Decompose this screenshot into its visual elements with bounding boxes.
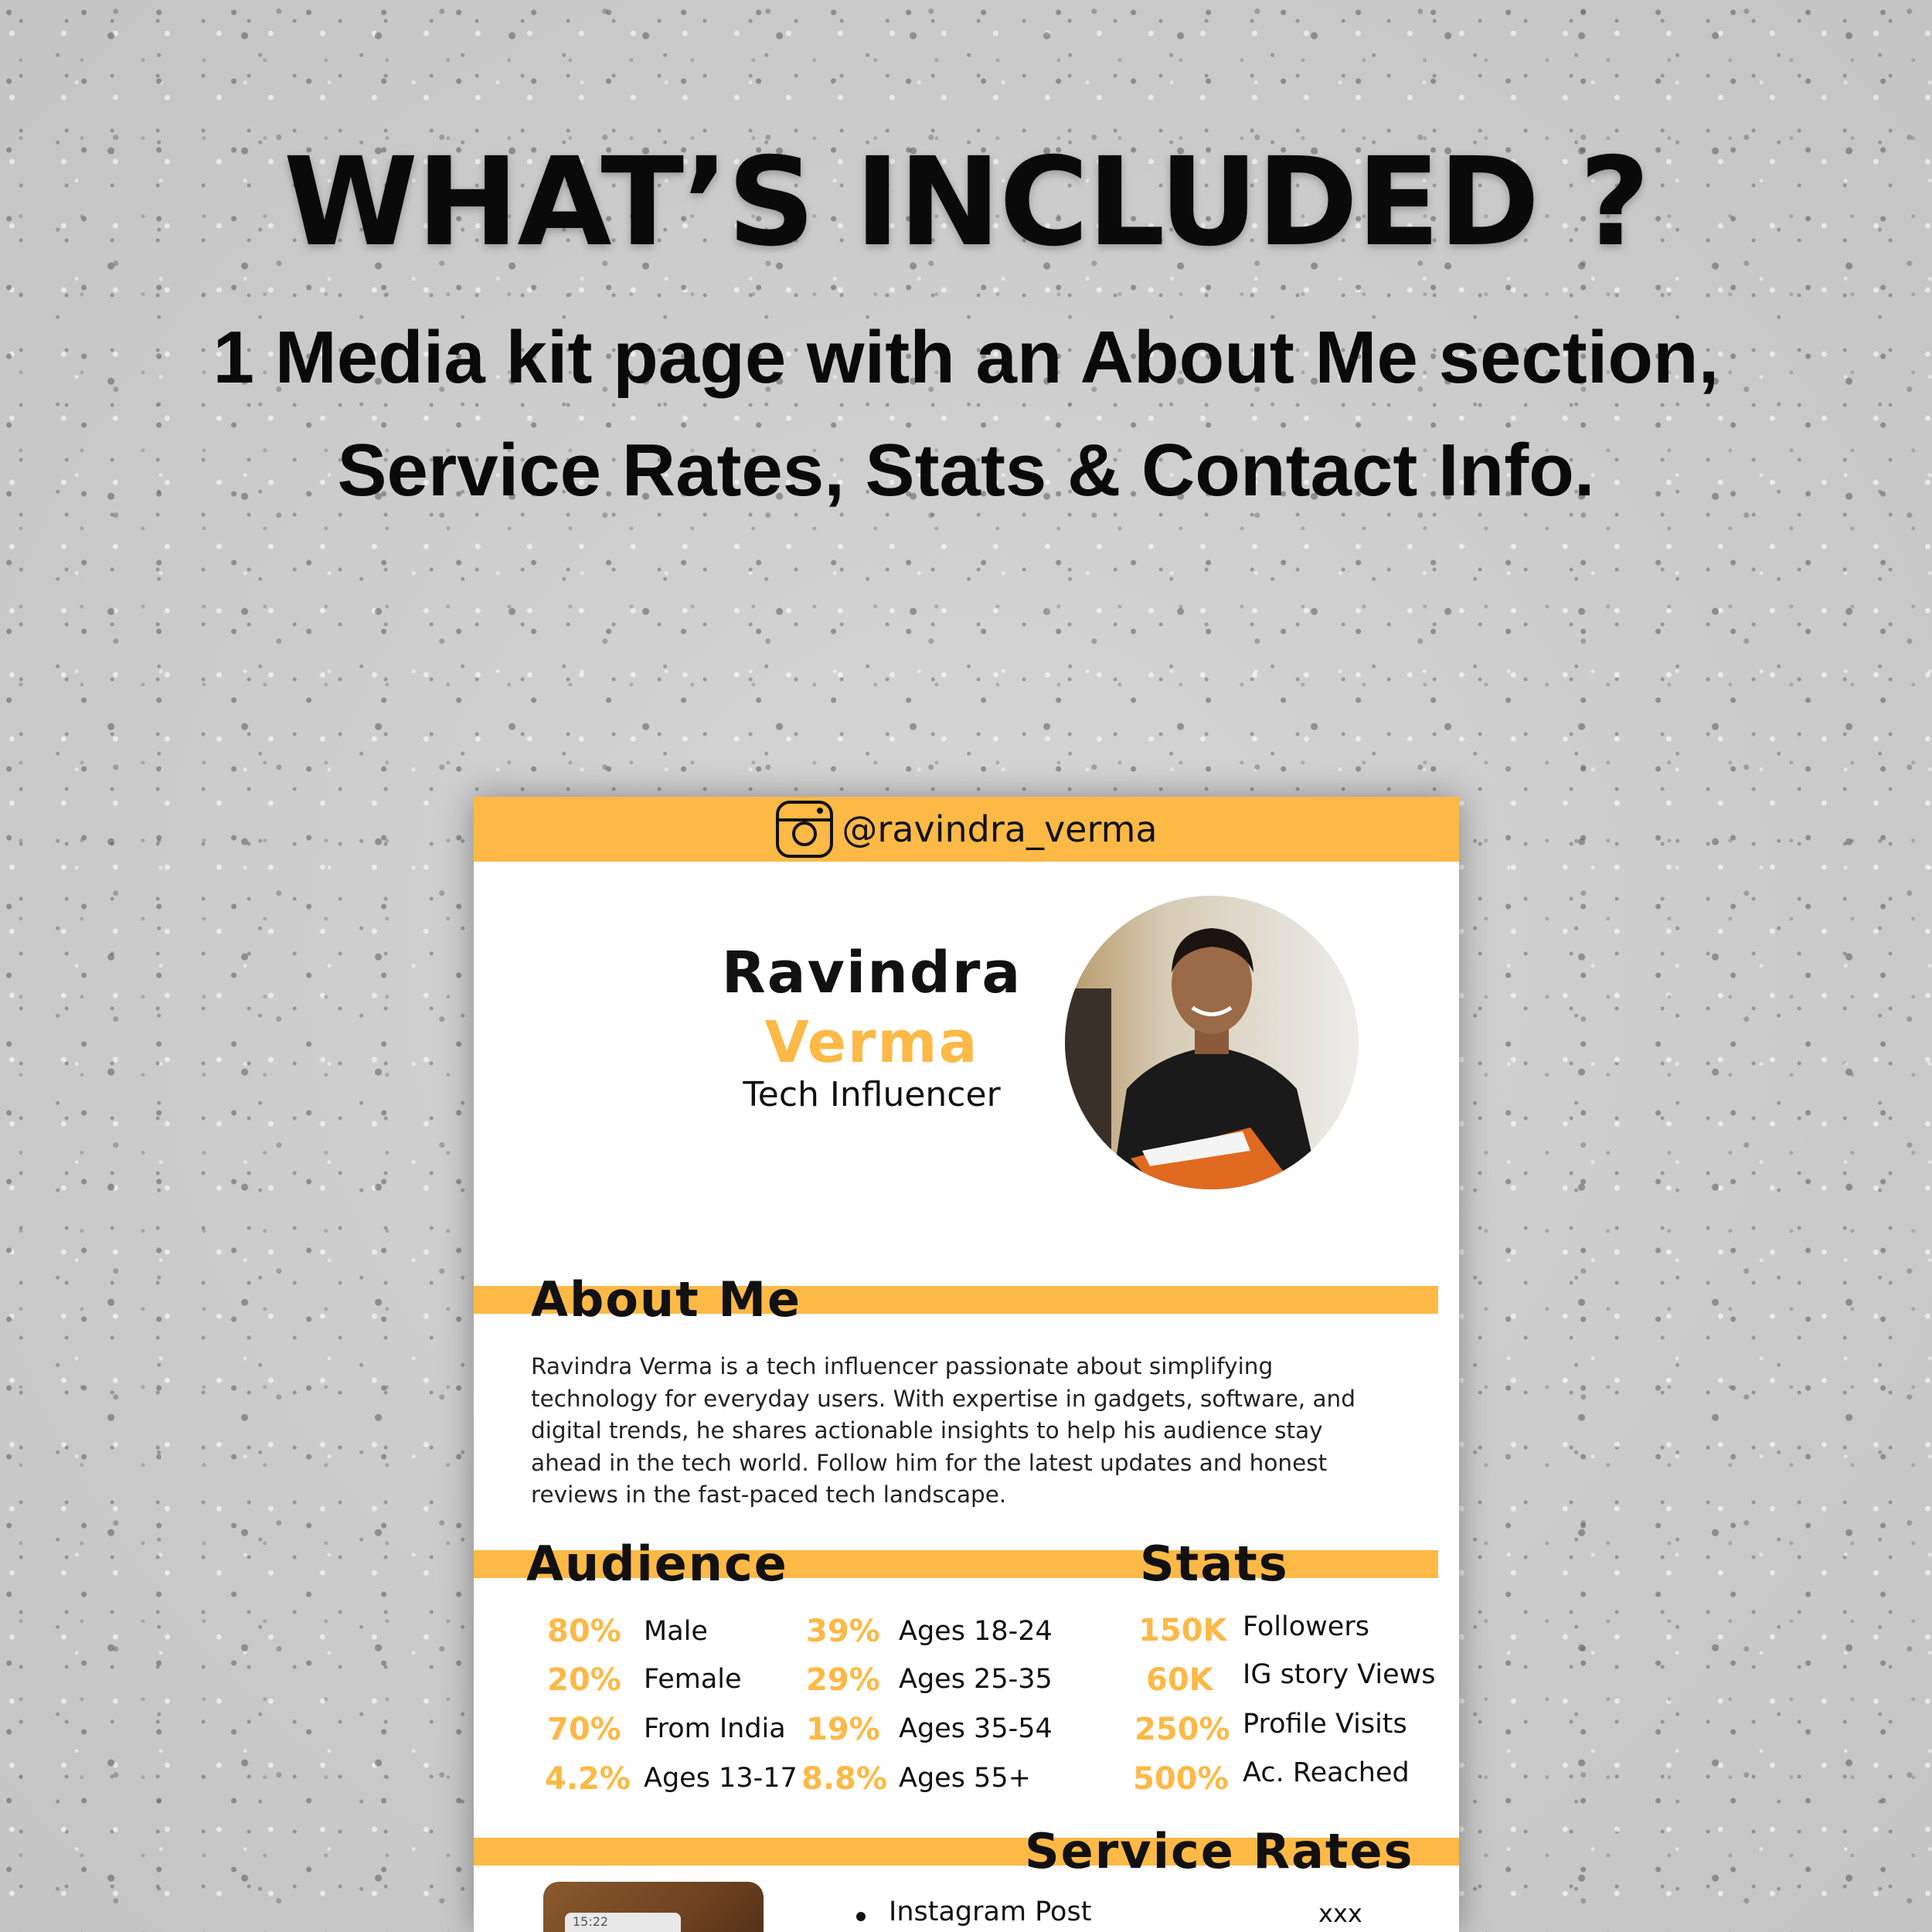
audience-value: 39% <box>806 1614 880 1649</box>
stat-label: Profile Visits <box>1243 1709 1407 1740</box>
audience-label: Ages 13-17 <box>644 1763 798 1794</box>
about-title: About Me <box>531 1271 802 1328</box>
stat-value: 250% <box>1134 1712 1230 1747</box>
headline: WHAT’S INCLUDED ? <box>283 131 1649 274</box>
audience-value: 8.8% <box>801 1761 887 1797</box>
role-title: Tech Influencer <box>743 1075 1001 1114</box>
service-item: Instagram Post <box>889 1896 1092 1927</box>
audience-label: Ages 25-35 <box>899 1664 1053 1695</box>
stat-value: 150K <box>1138 1613 1227 1648</box>
audience-value: 20% <box>547 1662 621 1698</box>
audience-label: Female <box>644 1664 742 1695</box>
stat-label: IG story Views <box>1243 1659 1436 1690</box>
media-kit-page <box>474 797 1459 1932</box>
instagram-icon <box>775 800 834 859</box>
audience-title: Audience <box>526 1536 788 1592</box>
stats-title: Stats <box>1140 1536 1289 1592</box>
tablet-device <box>565 1913 681 1932</box>
device-time: 15:22 <box>573 1914 609 1929</box>
about-text: Ravindra Verma is a tech influencer passionate about simplifying technology for everyday users. With expertise in gadgets, software, and digital trends, he shares actionable insights to help his audience stay ahead in the tech world. Follow him for the latest updates and honest reviews in the fast-paced tech landscape. <box>531 1353 1355 1508</box>
stat-label: Ac. Reached <box>1243 1757 1410 1788</box>
audience-label: From India <box>644 1713 786 1744</box>
instagram-handle: @ravindra_verma <box>842 808 1158 850</box>
service-title: Service Rates <box>1025 1823 1414 1879</box>
audience-value: 80% <box>547 1614 621 1649</box>
handle-banner <box>474 797 1459 862</box>
subline: 1 Media kit page with an About Me section, Service Rates, Stats & Contact Info. <box>213 316 1719 512</box>
service-image <box>543 1882 764 1932</box>
profile-photo <box>1065 896 1359 1189</box>
audience-value: 19% <box>806 1712 880 1747</box>
first-name: Ravindra <box>721 940 1022 1006</box>
stat-label: Followers <box>1243 1611 1369 1642</box>
last-name: Verma <box>764 1009 979 1076</box>
audience-value: 4.2% <box>545 1761 631 1797</box>
audience-label: Ages 18-24 <box>899 1616 1053 1647</box>
audience-label: Male <box>644 1616 708 1647</box>
bullet-icon <box>856 1912 866 1921</box>
stat-value: 60K <box>1146 1662 1213 1698</box>
audience-label: Ages 55+ <box>899 1763 1031 1794</box>
audience-value: 29% <box>806 1662 880 1698</box>
service-price: xxx <box>1318 1899 1362 1928</box>
audience-value: 70% <box>547 1712 621 1747</box>
audience-label: Ages 35-54 <box>899 1713 1053 1744</box>
stat-value: 500% <box>1133 1761 1229 1797</box>
